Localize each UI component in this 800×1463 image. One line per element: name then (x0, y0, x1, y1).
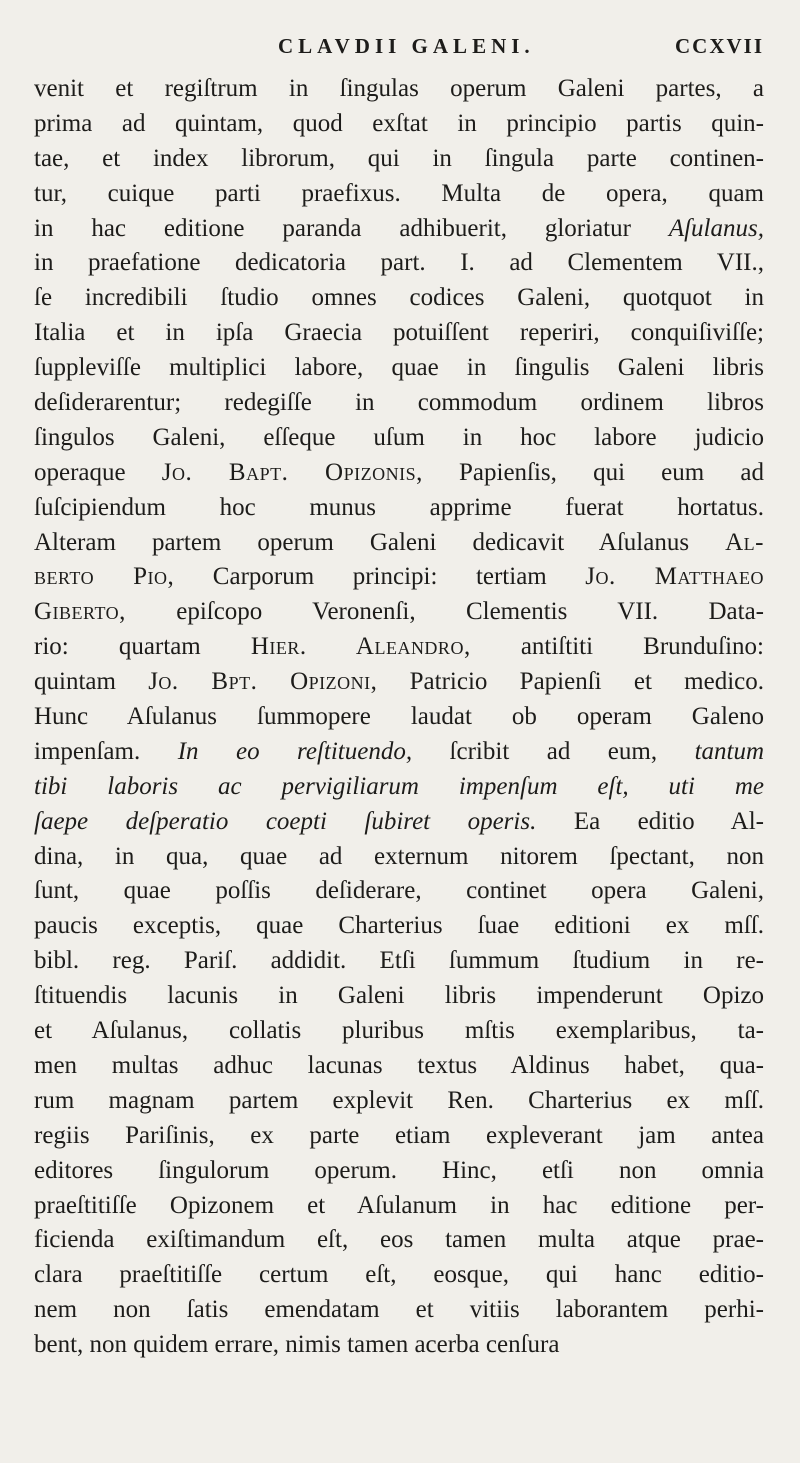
text-segment: Italia et in ipſa Graecia potuiſſent reperiri, conquiſiviſſe; (34, 319, 764, 347)
text-segment: ſingulos Galeni, eſſeque uſum in hoc labore judicio (34, 423, 764, 451)
text-line (34, 212, 764, 247)
text-segment: dina, in qua, quae ad externum nitorem ſpectant, non (34, 842, 764, 870)
small-caps-name: berto Pio, (34, 563, 175, 591)
text-line (34, 770, 764, 805)
small-caps-name: Giberto, (34, 598, 126, 626)
text-segment: editores ſingulorum operum. Hinc, etſi non omnia (34, 1156, 764, 1184)
text-segment: operaque (34, 458, 162, 486)
text-segment: Carporum principi: tertiam (174, 563, 586, 591)
text-line (34, 1049, 764, 1084)
text-line (34, 351, 764, 386)
text-line (34, 491, 764, 526)
text-segment: quintam (34, 668, 149, 696)
text-segment: Papienſis, qui eum ad (422, 458, 764, 486)
text-segment: Alteram partem operum Galeni dedicavit Aſulanus (34, 528, 726, 556)
text-line (34, 456, 764, 491)
text-line (34, 1084, 764, 1119)
text-line (34, 281, 764, 316)
italic-text: tantum (694, 737, 765, 765)
text-segment: tur, cuique parti praefixus. Multa de opera, quam (34, 179, 764, 207)
text-line (34, 1258, 764, 1293)
text-segment: deſiderarentur; redegiſſe in commodum ordinem libros (34, 389, 764, 417)
running-title: CLAVDII GALENI. (278, 34, 535, 58)
text-segment: rio: quartam (34, 633, 251, 661)
text-line (34, 630, 764, 665)
text-segment: Hunc Aſulanus ſummopere laudat ob operam Galeno (34, 703, 764, 731)
text-segment: clara praeſtitiſſe certum eſt, eosque, qui hanc editio- (34, 1261, 764, 1289)
text-segment: paucis exceptis, quae Charterius ſuae editioni ex mſſ. (34, 912, 764, 940)
text-line (34, 386, 764, 421)
small-caps-name: Hier. Aleandro, (250, 633, 471, 661)
italic-text: ſaepe deſperatio coepti ſubiret operis. (34, 807, 537, 835)
body-text (34, 72, 764, 1363)
text-line (34, 840, 764, 875)
text-segment: in praefatione dedicatoria part. I. ad Clementem VII., (34, 249, 764, 277)
text-line (34, 1223, 764, 1258)
text-line (34, 177, 764, 212)
text-segment: venit et regiſtrum in ſingulas operum Galeni partes, a (34, 75, 764, 102)
text-line (34, 526, 764, 561)
text-segment: rum magnam partem explevit Ren. Charterius ex mſſ. (34, 1086, 764, 1114)
text-line (34, 316, 764, 351)
text-line (34, 944, 764, 979)
text-line (34, 107, 764, 142)
text-segment: praeſtitiſſe Opizonem et Aſulanum in hac editione per- (34, 1191, 764, 1219)
small-caps-name: Jo. Bpt. Opizoni, (148, 668, 378, 696)
small-caps-name: Al- (725, 528, 764, 556)
text-line (34, 1293, 764, 1328)
text-segment: ſuppleviſſe multiplici labore, quae in ſingulis Galeni libris (34, 354, 764, 382)
text-segment: Patricio Papienſi et medico. (377, 668, 764, 696)
text-segment: ſuſcipiendum hoc munus apprime fuerat hortatus. (34, 493, 764, 521)
text-segment: impenſam. (34, 737, 178, 765)
text-line (34, 874, 764, 909)
text-segment: ficienda exiſtimandum eſt, eos tamen multa atque prae- (34, 1226, 764, 1254)
page-number: CCXVII (674, 34, 764, 58)
text-line (34, 1014, 764, 1049)
text-line (34, 665, 764, 700)
text-segment: in hac editione paranda adhibuerit, gloriatur (34, 214, 669, 242)
italic-text: In eo reſtituendo, (177, 737, 413, 765)
text-segment: ſtituendis lacunis in Galeni libris impenderunt Opizo (34, 982, 764, 1010)
text-segment: ſunt, quae poſſis deſiderare, continet opera Galeni, (34, 877, 764, 905)
text-segment: antiſtiti Brunduſino: (470, 633, 764, 661)
text-segment: men multas adhuc lacunas textus Aldinus habet, qua- (34, 1051, 764, 1079)
text-segment: epiſcopo Veronenſi, Clementis VII. Data- (125, 598, 764, 626)
text-line (34, 805, 764, 840)
text-segment: et Aſulanus, collatis pluribus mſtis exemplaribus, ta- (34, 1017, 764, 1045)
text-segment: prima ad quintam, quod exſtat in principio partis quin- (34, 109, 764, 137)
text-line (34, 700, 764, 735)
text-line (34, 1328, 764, 1363)
text-line (34, 1189, 764, 1224)
small-caps-name: Jo. Matthaeo (585, 563, 765, 591)
text-segment: bent, non quidem errare, nimis tamen acerba cenſura (34, 1331, 560, 1359)
text-line (34, 72, 764, 107)
text-segment: ſcribit ad eum, (412, 737, 695, 765)
text-line (34, 1119, 764, 1154)
text-line (34, 909, 764, 944)
text-line (34, 246, 764, 281)
page-header (34, 24, 764, 72)
text-line (34, 421, 764, 456)
text-line (34, 1154, 764, 1189)
text-line (34, 979, 764, 1014)
text-line (34, 735, 764, 770)
text-line (34, 560, 764, 595)
small-caps-name: Jo. Bapt. Opizonis, (161, 458, 423, 486)
text-segment: Ea editio Al- (536, 807, 764, 835)
text-segment: tae, et index librorum, qui in ſingula parte continen- (34, 144, 764, 172)
italic-text: Aſulanus, (668, 214, 764, 242)
text-line (34, 595, 764, 630)
text-line (34, 142, 764, 177)
text-segment: ſe incredibili ſtudio omnes codices Galeni, quotquot in (34, 284, 764, 312)
text-segment: regiis Pariſinis, ex parte etiam expleverant jam antea (34, 1121, 764, 1149)
italic-text: tibi laboris ac pervigiliarum impenſum eſt, uti me (34, 772, 764, 800)
text-segment: nem non ſatis emendatam et vitiis laborantem perhi- (34, 1296, 764, 1324)
text-segment: bibl. reg. Pariſ. addidit. Etſi ſummum ſtudium in re- (34, 947, 764, 975)
